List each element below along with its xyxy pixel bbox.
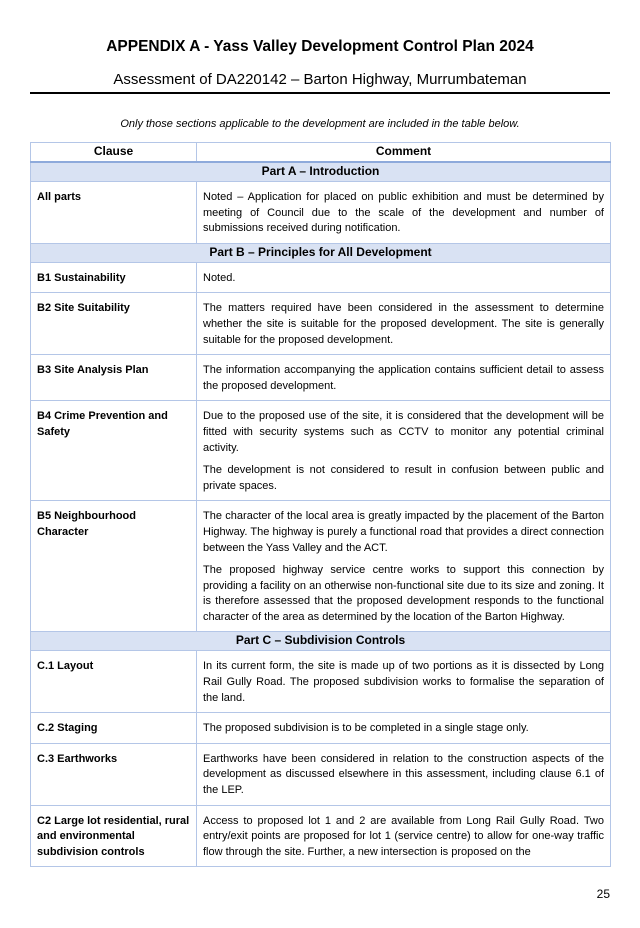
comment-paragraph: In its current form, the site is made up of two portions as it is dissected by Long Rail Gully Road. The proposed subdivision works to formalise the separation of the land. <box>203 660 604 704</box>
table-header-row <box>31 143 611 163</box>
comment-cell <box>197 651 611 713</box>
column-header-comment: Comment <box>197 143 611 163</box>
clause-cell: B4 Crime Prevention and Safety <box>31 401 197 501</box>
comment-cell <box>197 805 611 867</box>
comment-paragraph: The proposed highway service centre works to support this connection by providing a facility on an otherwise non-functional site due to its size and zoning. It is therefore assessed that the proposed development responds to the functional character of the area as determined by the location of the Barton Highway. <box>203 564 604 623</box>
section-row <box>31 243 611 262</box>
table-row <box>31 713 611 744</box>
comment-paragraph: Noted – Application for placed on public exhibition and must be determined by meeting of Council due to the scale of the development and number of submissions received during notification. <box>203 191 604 235</box>
comment-paragraph: Earthworks have been considered in relation to the construction aspects of the development as discussed elsewhere in this assessment, including clause 6.1 of the LEP. <box>203 752 604 797</box>
clause-cell: B2 Site Suitability <box>31 293 197 355</box>
comment-cell <box>197 355 611 401</box>
section-heading-part-c: Part C – Subdivision Controls <box>31 632 611 651</box>
table-note: Only those sections applicable to the development are included in the table below. <box>120 118 520 130</box>
page-number: 25 <box>596 887 610 901</box>
table-row <box>31 293 611 355</box>
document-title: APPENDIX A - Yass Valley Development Control Plan 2024 <box>106 38 534 55</box>
assessment-table <box>30 142 611 867</box>
section-heading-part-b: Part B – Principles for All Development <box>31 243 611 262</box>
comment-paragraph: The matters required have been considered in the assessment to determine whether the site is suitable for the proposed development. The site is generally suitable for the proposed development. <box>203 302 604 346</box>
section-row <box>31 632 611 651</box>
column-header-clause: Clause <box>31 143 197 163</box>
table-row <box>31 743 611 805</box>
clause-cell: C.1 Layout <box>31 651 197 713</box>
clause-cell: C.3 Earthworks <box>31 743 197 805</box>
clause-cell: B1 Sustainability <box>31 262 197 293</box>
table-row <box>31 501 611 632</box>
clause-cell: C.2 Staging <box>31 713 197 744</box>
section-heading-part-a: Part A – Introduction <box>31 162 611 182</box>
section-row <box>31 162 611 182</box>
comment-paragraph: The development is not considered to result in confusion between public and private spaces. <box>203 464 604 492</box>
table-row <box>31 182 611 244</box>
clause-cell: C2 Large lot residential, rural and environmental subdivision controls <box>31 805 197 867</box>
clause-cell: All parts <box>31 182 197 244</box>
comment-cell <box>197 293 611 355</box>
comment-cell <box>197 713 611 744</box>
comment-paragraph: Access to proposed lot 1 and 2 are available from Long Rail Gully Road. Two entry/exit points are proposed for lot 1 (service centre) to allow for one-way traffic flow through the site. Further, a new intersection is proposed on the <box>203 814 604 858</box>
table-row <box>31 805 611 867</box>
clause-cell: B5 Neighbourhood Character <box>31 501 197 632</box>
comment-cell <box>197 743 611 805</box>
table-row <box>31 651 611 713</box>
comment-paragraph: The character of the local area is greatly impacted by the placement of the Barton Highway. The highway is purely a functional road that provides a direct connection between the Yass Valley and the ACT. <box>203 510 604 554</box>
comment-paragraph: The proposed subdivision is to be completed in a single stage only. <box>203 722 529 735</box>
comment-cell <box>197 501 611 632</box>
comment-cell <box>197 182 611 244</box>
comment-cell <box>197 262 611 293</box>
comment-paragraph: Noted. <box>203 271 236 284</box>
table-row <box>31 262 611 293</box>
table-row <box>31 355 611 401</box>
header-rule <box>30 92 610 94</box>
clause-cell: B3 Site Analysis Plan <box>31 355 197 401</box>
document-subtitle: Assessment of DA220142 – Barton Highway, Murrumbateman <box>113 71 527 88</box>
comment-paragraph: Due to the proposed use of the site, it is considered that the development will be fitted with security systems such as CCTV to monitor any potential criminal activity. <box>203 410 604 454</box>
comment-cell <box>197 401 611 501</box>
comment-paragraph: The information accompanying the application contains sufficient detail to assess the proposed development. <box>203 364 604 392</box>
table-row <box>31 401 611 501</box>
